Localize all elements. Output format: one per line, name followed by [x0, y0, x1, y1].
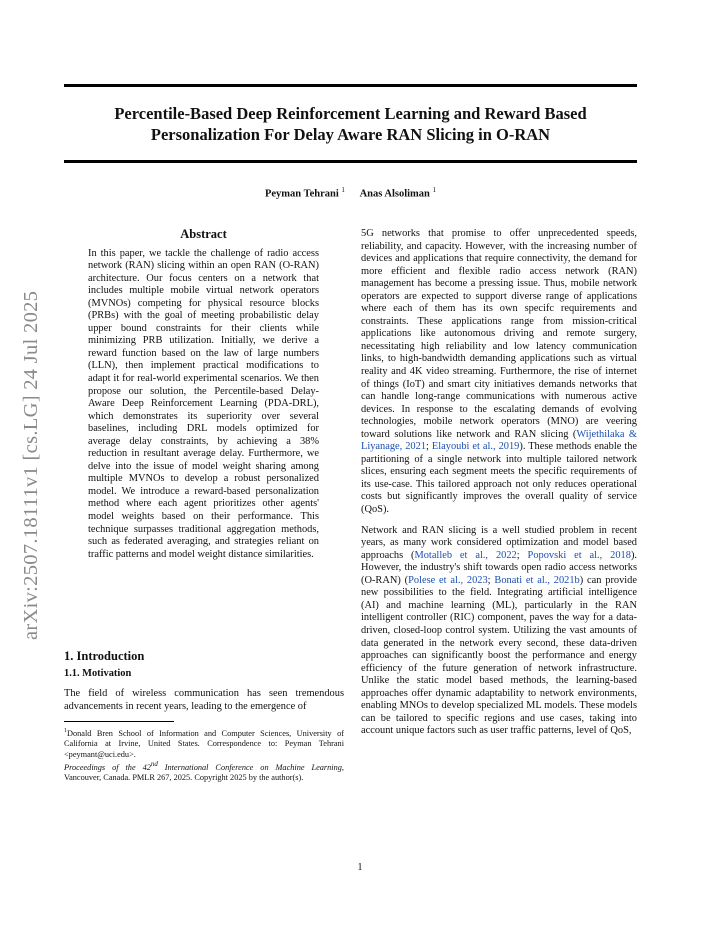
citation-separator: ; [426, 441, 432, 453]
citation-link[interactable]: Wijethilaka & Liyanage, 2021 [361, 428, 637, 453]
proceedings-note [64, 760, 344, 784]
right-column [361, 228, 637, 746]
body-paragraph [361, 525, 637, 738]
author-name: Anas Alsoliman [359, 188, 430, 200]
proceedings-suffix: nd [150, 761, 158, 769]
introduction-section [64, 650, 344, 784]
abstract-text: In this paper, we tackle the challenge of radio access network (RAN) slicing within an open RAN (O-RAN) architecture. Our focus centers on a network that includes multiple mobile virtual network operators (MVNOs) competing for physical resource blocks (PRBs) with the goal of meeting probabilistic delay upper bound constraints for their clients while minimizing PRB utilization. Initially, we derive a reward function based on the law of large numbers (LLN), then implement practical modifications to adapt it for real-world experimental scenarios. We then propose our solution, the Percentile-based Delay-Aware Deep Reinforcement Learning (PDA-DRL), which demonstrates its superiority over several baselines, including DRL models optimized for average delay constraints, by achieving a 38% reduction in resultant average delay. Furthermore, we delve into the issue of model weight sharing among multiple MVNOs to develop a robust personalized model. We introduce a reward-based personalization method where each agent prioritizes other agents' model weights based on their performance. This technique surpasses traditional aggregation methods, such as federated averaging, and strategies reliant on traffic patterns and model weight distance similarities. [88, 247, 319, 560]
author-affiliation-mark: 1 [341, 186, 345, 194]
arxiv-stamp: arXiv:2507.18111v1 [cs.LG] 24 Jul 2025 [20, 290, 42, 640]
proceedings-prefix: Proceedings of the [64, 762, 136, 772]
paragraph-text: ). These methods enable the partitioning of a single network into multiple tailored network slices, ensuring each segment meets the specific requirements of its use-case. This tailored approach not only reduces operational costs but significantly improves the overall quality of service (QoS). [361, 441, 637, 516]
affiliation-footnote [64, 726, 344, 760]
paragraph-text: ). However, the industry's shift towards open radio access networks (O-RAN) ( [361, 549, 638, 586]
proceedings-venue: International Conference on Machine Learning [164, 762, 342, 772]
footnote-divider [64, 721, 174, 722]
citation-separator: ; [487, 574, 495, 586]
body-paragraph [361, 228, 637, 517]
paragraph-text: ) can provide new possibilities to the field. Integrating artificial intelligence (AI) and machine learning (ML), particularly in the RAN intelligent controller (RIC) component, paves the way for a data-driven, closed-loop control system. Utilizing the vast amounts of data generated in the network every second, these data-driven approaches can significantly boost the performance and energy efficiency of the future generation of network infrastructure. Unlike the static model based methods, the learning-based approaches offer dynamic adaptability to network environments, enabling MNOs to develop specialized ML models. These models can be tailored to specific regions and use cases, taking into account unique factors such as user traffic patterns, level of QoS, [361, 574, 637, 737]
abstract-section [88, 228, 319, 561]
proceedings-number [143, 763, 158, 772]
author-affiliation-mark: 1 [432, 186, 437, 194]
subsection-heading: 1.1. Motivation [64, 667, 132, 679]
paragraph-text: Network and RAN slicing is a well studied problem in recent years, as many work considered optimization and model based approachs ( [361, 524, 637, 561]
citation-separator: ; [516, 549, 528, 561]
paper-title [64, 103, 637, 145]
abstract-heading: Abstract [180, 227, 227, 241]
proceedings-details: , Vancouver, Canada. PMLR 267, 2025. Copyright 2025 by the author(s). [64, 762, 344, 783]
author-name: Peyman Tehrani [264, 188, 339, 200]
section-heading: 1. Introduction [64, 649, 145, 663]
citation-link[interactable]: Motalleb et al., 2022 [414, 549, 517, 561]
title-top-rule [64, 84, 637, 87]
title-bottom-rule [64, 160, 637, 163]
citation-link[interactable]: Polese et al., 2023 [408, 574, 488, 586]
proceedings-number-value: 42 [142, 762, 151, 772]
intro-paragraph: The field of wireless communication has seen tremendous advancements in recent years, leading to the emergence of [64, 688, 344, 712]
paragraph-text: 5G networks that promise to offer unprecedented speeds, reliability, and capacity. However, with the increasing number of devices and applications that require connectivity, the demand for more efficient and flexible radio access network (RAN) management has become a pressing issue. Thus, mobile network operators are expected to support diverse range of applications where each of them has its own specifc requirements and constraints. These applications range from mission-critical applications like autonomous driving and remote surgery, necessitating high reliability and low latency communication links, to high-bandwidth demanding applications such as virtual reality and 4K video streaming. Furthermore, the rise of internet of things (IoT) and smart city initiatives demands networks that can handle long-range communications with numerous active devices. In response to the escalating demands of evolving technologies, mobile network operators (MNO) are veering toward solutions like network and RAN slicing ( [361, 228, 637, 440]
citation-link[interactable]: Bonati et al., 2021b [494, 574, 580, 586]
citation-link[interactable]: Popovski et al., 2018 [527, 549, 631, 561]
citation-link[interactable]: Elayoubi et al., 2019 [431, 441, 520, 453]
footnote-mark: 1 [64, 728, 67, 735]
title-line-1: Percentile-Based Deep Reinforcement Learning and Reward Based [114, 104, 587, 123]
author-list [64, 186, 637, 200]
page-number: 1 [357, 862, 363, 873]
footnote-text: Donald Bren School of Information and Computer Sciences, University of California at Irvine, United States. Correspondence to: Peyman Tehrani <peymant@uci.edu>. [64, 728, 344, 759]
title-line-2: Personalization For Delay Aware RAN Slicing in O-RAN [150, 125, 551, 144]
